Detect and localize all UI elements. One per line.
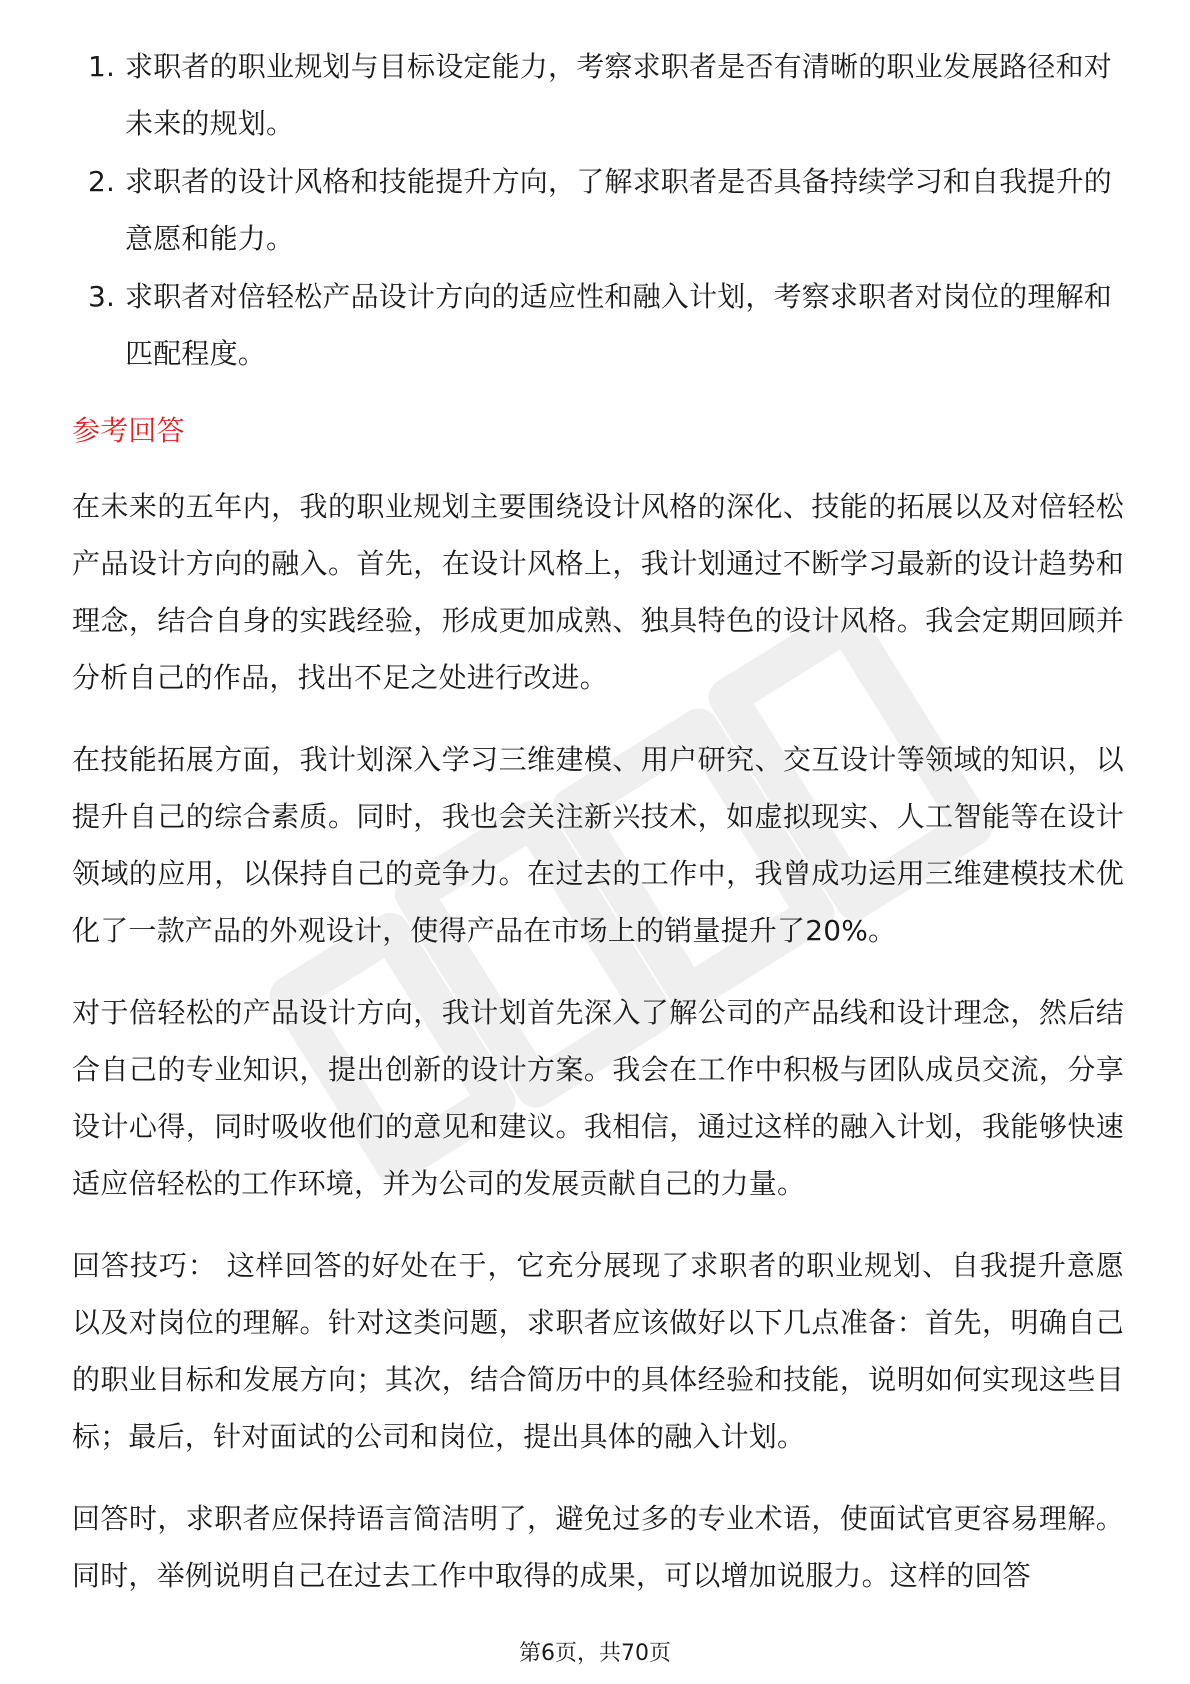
list-item <box>72 38 1124 152</box>
page-number-footer: 第6页，共70页 <box>519 1641 671 1666</box>
list-item-text: 求职者的职业规划与目标设定能力，考察求职者是否有清晰的职业发展路径和对未来的规划。 <box>125 50 1113 140</box>
answer-paragraph: 在技能拓展方面，我计划深入学习三维建模、用户研究、交互设计等领域的知识，以提升自己的综合素质。同时，我也会关注新兴技术，如虚拟现实、人工智能等在设计领域的应用，以保持自己的竞争力。在过去的工作中，我曾成功运用三维建模技术优化了一款产品的外观设计，使得产品在市场上的销量提升了20%。 <box>72 743 1124 947</box>
list-item-text: 求职者的设计风格和技能提升方向，了解求职者是否具备持续学习和自我提升的意愿和能力。 <box>125 165 1113 255</box>
list-item <box>72 153 1124 267</box>
list-item-number: 1. <box>88 50 116 83</box>
answer-paragraph: 对于倍轻松的产品设计方向，我计划首先深入了解公司的产品线和设计理念，然后结合自己的专业知识，提出创新的设计方案。我会在工作中积极与团队成员交流，分享设计心得，同时吸收他们的意见和建议。我相信，通过这样的融入计划，我能够快速适应倍轻松的工作环境，并为公司的发展贡献自己的力量。 <box>72 996 1124 1200</box>
tips-paragraph: 回答时，求职者应保持语言简洁明了，避免过多的专业术语，使面试官更容易理解。同时，举例说明自己在过去工作中取得的成果，可以增加说服力。这样的回答 <box>72 1502 1124 1592</box>
list-item-text: 求职者对倍轻松产品设计方向的适应性和融入计划，考察求职者对岗位的理解和匹配程度。 <box>125 280 1113 370</box>
section-title: 参考回答 <box>72 414 185 447</box>
page-content <box>72 38 1124 1629</box>
answer-paragraph: 在未来的五年内，我的职业规划主要围绕设计风格的深化、技能的拓展以及对倍轻松产品设计方向的融入。首先，在设计风格上，我计划通过不断学习最新的设计趋势和理念，结合自身的实践经验，形成更加成熟、独具特色的设计风格。我会定期回顾并分析自己的作品，找出不足之处进行改进。 <box>72 490 1124 694</box>
list-item-number: 3. <box>88 280 116 313</box>
list-item <box>72 268 1124 382</box>
assessment-points-list <box>72 38 1124 382</box>
list-item-number: 2. <box>88 165 116 198</box>
tips-paragraph: 回答技巧： 这样回答的好处在于，它充分展现了求职者的职业规划、自我提升意愿以及对岗位的理解。针对这类问题，求职者应该做好以下几点准备：首先，明确自己的职业目标和发展方向；其次，结合简历中的具体经验和技能，说明如何实现这些目标；最后，针对面试的公司和岗位，提出具体的融入计划。 <box>72 1249 1124 1453</box>
